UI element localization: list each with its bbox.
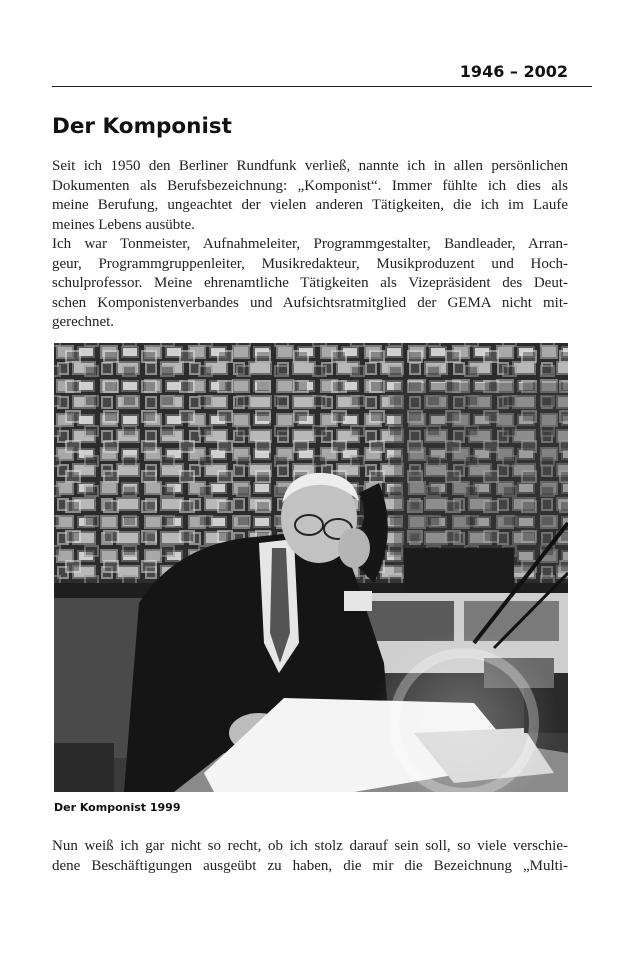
running-head: [52, 62, 592, 87]
text-line: schen Komponistenverbandes und Aufsichtsratmitglied der GEMA nicht mit-: [52, 294, 568, 311]
text-line: gerechnet.: [52, 314, 115, 330]
paragraph-professions: [52, 235, 568, 333]
text-line: dene Beschäftigungen ausgeübt zu haben, die mir die Bezeichnung „Multi-: [52, 857, 568, 874]
text-line: geur, Programmgruppenleiter, Musikredakteur, Musikproduzent und Hoch-: [52, 255, 568, 272]
chapter-years: 1946 – 2002: [459, 62, 568, 81]
text-line: meines Lebens ausübte.: [52, 216, 195, 233]
text-line: Dokumenten als Berufsbezeichnung: „Komponist“. Immer fühlte ich dies als: [52, 177, 568, 194]
text-line: Nun weiß ich gar nicht so recht, ob ich stolz darauf sein soll, so viele verschie-: [52, 838, 568, 854]
photo-composer-at-desk: [54, 343, 568, 792]
paragraph-intro: [52, 157, 568, 235]
text-line: meine Berufung, ungeachtet der vielen anderen Tätigkeiten, die ich im Laufe: [52, 197, 568, 213]
photo-caption: Der Komponist 1999: [54, 801, 181, 814]
text-line: Ich war Tonmeister, Aufnahmeleiter, Programmgestalter, Bandleader, Arran-: [52, 236, 568, 252]
paragraph-continuation: [52, 837, 568, 876]
text-line: schulprofessor. Meine ehrenamtliche Tätigkeiten als Vizepräsident des Deut-: [52, 275, 568, 291]
section-title: Der Komponist: [52, 114, 232, 139]
text-line: Seit ich 1950 den Berliner Rundfunk verließ, nannte ich in allen persönlichen: [52, 158, 568, 174]
